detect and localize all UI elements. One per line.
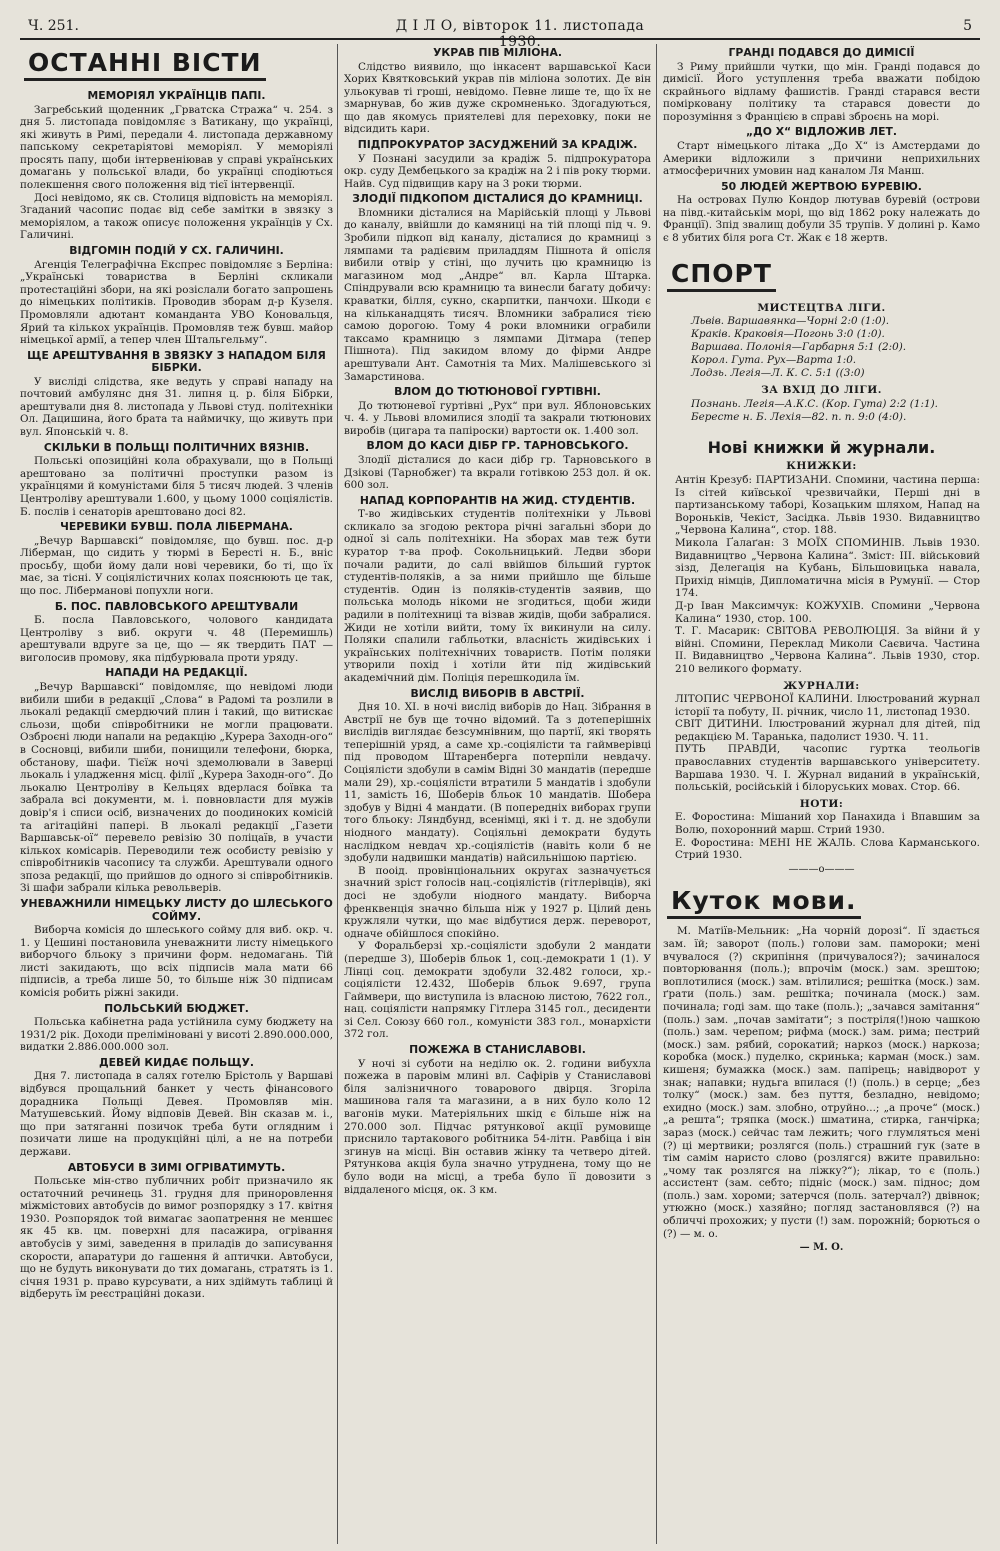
match-result: Корол. Гута. Рух—Варта 1:0. — [691, 354, 857, 367]
match-result: Берeсте н. Б. Лехія—82. п. п. 9:0 (4:0). — [691, 410, 907, 423]
article-paragraph: Польська кабінетна рада устійнила суму бюджету на 1931/2 рік. Доходи преліміновані у висоті 2.890.000.000, видатки 2.886.000.000 зол. — [20, 1016, 333, 1054]
article — [20, 601, 333, 665]
journals-list — [663, 693, 980, 794]
article — [344, 688, 651, 1042]
article-paragraph: У Познані засудили за крадіж 5. підпрокуратора окр. суду Дембецького за крадіж на 2 і пів року тюрми. Найв. Суд підвищив кару на 3 роки тюрми. — [344, 152, 651, 190]
article — [20, 1057, 333, 1159]
article — [20, 521, 333, 597]
article-title: ЧЕРЕВИКИ БУВШ. ПОЛА ЛІБЕРМАНА. — [60, 520, 293, 534]
book-entry: Микола Ґалаґан: З МОЇХ СПОМИНІВ. Львів 1930. Видавництво „Червона Калина“. Зміст: III. військовий зізд, Делегація на Кубань, Більшовицька навала, Прихід німців, Дипломатична місія в Румунії. — Стор 174. — [675, 536, 980, 600]
sport-league-results — [663, 315, 980, 380]
masthead: Д І Л О, вівторок 11. листопада 1930. — [395, 18, 645, 50]
article — [344, 495, 651, 685]
article-paragraph: У ночі зі суботи на неділю ок. 2. години вибухла пожежа в паровім млині вл. Сафірів у Станиславові біля залізничного товарового двірця. Згоріла машинова галя та магазини, а в них було коло 12 вагонів муки. Матеріяльних шкід є більше ніж на 270.000 зол. Підчас рятункової акції румовище приснило тартакового робітника 54-літн. Равбіца і він згинув на місці. Він оставив жінку та четверо дітей. Рятункова акція була значно утруднена, тому що не було води на місці, а треба було її довозити з віддаленого місця, ок. 3 км. — [344, 1057, 651, 1196]
journals-heading: ЖУРНАЛИ: — [783, 679, 860, 692]
article — [20, 350, 333, 439]
article — [663, 47, 980, 123]
sport-entry-results — [663, 398, 980, 424]
article — [344, 386, 651, 437]
article — [344, 47, 651, 136]
article-title: МЕМОРІЯЛ УКРАЇНЦІВ ПАПІ. — [87, 89, 266, 102]
article-paragraph: На островах Пулю Кондор лютував буревій (острови на півд.-китайськім морі, що від 1862 року належать до Франції). Зпід звалищ добули 35 трупів. У долині р. Камо є 8 убитих біля рога Ст. Жак є 18 жертв. — [663, 194, 980, 245]
article-paragraph: Дня 7. листопада в салях готелю Брістоль у Варшаві відбувся прощальний банкет у честь фінансового дорадника Польщі Девея. Промовляв мін. Матушевський. Йому відповів Девей. Він сказав м. і., що при затяганні позичок треба бути оглядним і позичати лише на продукційні цілі, а не на потреби держави. — [20, 1070, 333, 1158]
article-paragraph: Польське мін-ство публичних робіт призначило як остаточний речинець 31. грудня для приноровлення міжмістових автобусів до вимог розпорядку з 17. квітня 1930. Розпорядок той вимагає заопатрення не меншеє як 45 кв. цм. поверхні для пасажира, огрівання автобусів у зимі, заведення в приладів до записування скорости, апаратури до гашення й аптички. Автобуси, що не будуть виконувати до тих домагань, стратять із 1. січня 1931 р. право курсувати, а них здіймуть таблиці й відберуть їм реєстраційні докази. — [20, 1175, 333, 1301]
journal-entry: ПУТЬ ПРАВДИ, часопис гуртка теольогів православних студентів варшавського університету. Варшава 1930. Ч. I. Журнал виданий в українській, польській, російській і білоруських мовах. Стор. 66. — [675, 743, 980, 794]
notes-list — [663, 811, 980, 861]
sport-subheading: ЗА ВХІД ДО ЛІГИ. — [761, 384, 882, 397]
books-list — [663, 474, 980, 676]
issue-number: Ч. 251. — [28, 18, 79, 34]
article-paragraph: До тютюневої гуртівні „Рух“ при вул. Яблоновських ч. 4. у Львові вломилися злодії та закрали тютюнових виробів (цигара та папіроски) вартости ок. 1.400 зол. — [344, 399, 651, 437]
col2-articles — [344, 47, 651, 1196]
book-entry: Т. Г. Масарик: СВІТОВА РЕВОЛЮЦІЯ. За війни й у війні. Спомини, Переклад Миколи Саєвича. Частина II. Видавництво „Червона Калина“. Львів 1930, стор. 210 великого формату. — [675, 625, 980, 675]
article-title: ГРАНДІ ПОДАВСЯ ДО ДИМІСІЇ — [728, 46, 915, 59]
article — [663, 181, 980, 245]
article-paragraph: Злодії дісталися до каси дібр гр. Тарновського в Дзікові (Тарнобжег) та вкрали готівкою 253 дол. й ок. 600 зол. — [344, 453, 651, 492]
article-paragraph: Слідство виявило, що інкасент варшавської Каси Хорих Квятковський украв пів міліона золотих. Де він ульокував ті гроші, невідомо. Певне лише те, що їх не змарнував, бо жив дуже скромненько. Здогадуються, що дав якомусь приятелеві для переховку, поки не відсидить кари. — [344, 60, 651, 136]
journal-entry: СВІТ ДИТИНИ. Ілюстрований журнал для дітей, під редакцією М. Таранька, падолист 1930. Ч. 11. — [675, 718, 980, 743]
page-number: 5 — [963, 18, 972, 34]
column-3 — [663, 44, 980, 1544]
article-paragraph: Вломники дісталися на Марійській площі у Львові до каналу, ввійшли до камяниці на тій площі під ч. 9. Зробили підкоп від каналу, дісталися до крамниці з лямпами та радієвим приладдям Пішнота й опісля вибили отвір у стіні, що лучить цю крамницю із магазином мод „Андре“ вл. Карла Штарка. Спіндрували всю крамницю та винесли багату добичу: краватки, білля, сукно, скарпитки, панчохи. Шкоди є на кільканадцять тисяч. Вломники забралися тією самою дорогою. Тому 4 роки вломники ограбили таксамо крамницю з лямпами Дітмара (тепер Пішнота). Під закидом вломy до фірми Андре арештували Ант. Самотнія та Мих. Малішевського зі Замарстинова. — [344, 206, 651, 383]
article-paragraph: Польські опозиційні кола обрахували, що в Польщі арештовано за політичні проступки разом із українцями й комуністами біля 5 тисяч людей. З членів Центроліву арештували 1.600, у цьому 1000 соціялістів. Б. послів і сенаторів арештовано досі 82. — [20, 455, 333, 518]
article-paragraph: Старт німецького літака „До Х“ із Амстердами до Америки відложили з причини неприхильних атмосферичних умовин над каналом Ля Манш. — [663, 139, 980, 178]
article — [344, 139, 651, 190]
article-paragraph: Досі невідомо, як св. Столиця відповість на меморіял. Згаданий часопис подає від себе замітки в звязку з меморіялом, а також описує положення українців у Сх. Галичині. — [20, 191, 333, 242]
match-result: Варшава. Полонія—Гарбарня 5:1 (2:0). — [691, 341, 907, 354]
article-title: ЩЕ АРЕШТУВАННЯ В ЗВЯЗКУ З НАПАДОМ БІЛЯ БІБРКИ. — [27, 348, 326, 375]
match-result: Львів. Варшавянка—Чорні 2:0 (1:0). — [691, 315, 890, 328]
article-title: 50 ЛЮДЕЙ ЖЕРТВОЮ БУРЕВІЮ. — [721, 179, 922, 193]
article — [20, 90, 333, 242]
column-1 — [20, 44, 333, 1544]
article-paragraph: В пооід. провінціональних округах зазначується значний зріст голосів нац.-соціялістів (гітлерівців), які досі не здобули ніодного мандату. Виборча френквенція значно більша ніж у 1927 р. Цілий день кружляли чутки, що має відбутися держ. переворот, одначе обійшлося спокійно. — [344, 864, 651, 940]
rubric-sport: СПОРТ — [667, 259, 776, 292]
article-title: „ДО Х“ ВІДЛОЖИВ ЛЕТ. — [746, 125, 897, 139]
article-title: ДЕВЕЙ КИДАЄ ПОЛЬЩУ. — [98, 1055, 255, 1069]
language-corner-signature: — М. О. — [799, 1242, 844, 1254]
match-result: Краків. Краковія—Погонь 3:0 (1:0). — [691, 328, 885, 341]
article-title: ПОЖЕЖА В СТАНИСЛАВОВІ. — [409, 1043, 586, 1057]
sport-subheading: МИСТЕЦТВА ЛІГИ. — [757, 301, 886, 314]
notes-entry: Е. Фороcтина: МЕНІ НЕ ЖАЛЬ. Слова Карманського. Стрий 1930. — [675, 836, 980, 862]
section-end-mark: ———o——— — [788, 863, 855, 875]
notes-entry: Е. Фороcтина: Мішаний хор Панахида і Впавшим за Волю, похоронний марш. Стрий 1930. — [675, 811, 980, 837]
notes-heading: НОТИ: — [799, 797, 844, 810]
column-divider — [337, 44, 338, 1544]
col1-articles — [20, 90, 333, 1301]
article — [20, 1162, 333, 1301]
article — [663, 126, 980, 177]
article-paragraph: Агенція Телеграфічна Експрес повідомляє з Берліна: „Українські товариства в Берліні скликали протестаційні збори, на які розіслали богато запрошень до німецьких політиків. Проводив зборам д-р Кузеля. Промовляли адютант команданта УВО Коновальця, Ярий та кількох українців. Промовляв теж бувш. майор німецької армії, а тепер член Штальгельму“. — [20, 258, 333, 347]
article-paragraph: Б. посла Павловського, чолового кандидата Центроліву з виб. округи ч. 48 (Перемишль) арештували вдруге за це, що — як твердить ПАТ — виголосив промову, яка підбурювала проти уряду. — [20, 614, 333, 664]
article-title: ЗЛОДІЇ ПІДКОПОМ ДІСТАЛИСЯ ДО КРАМНИЦІ. — [352, 192, 643, 206]
article-title: ВІДГОМІН ПОДІЙ У СХ. ГАЛИЧИНІ. — [69, 244, 284, 258]
article — [20, 442, 333, 518]
book-entry: Антін Крезуб: ПАРТИЗАНИ. Спомини, частина перша: Із сітей київської чрезвичайки, Перші дні в партизанському таборі, Козацьким шляхом, Напад на Вороньків, Чекіст, Засідка. Львів 1930. Видавництво „Червона Калина“, стор. 188. — [675, 474, 980, 537]
article — [344, 193, 651, 383]
article-title: УКРАВ ПІВ МІЛІОНА. — [433, 46, 562, 59]
article-paragraph: „Вечур Варшавскі“ повідомляє, що невідомі люди вибили шиби в редакції „Слова“ в Радомі та розлили в льокалі редакції смердючий плин і такий, що витискає сльози, щоби співробітники не могли працювати. Озброєні люди напали на редакцію „Курера Заходн-ого“ в Сосновці, вибили шиби, понищили телефони, бюрка, обстанову, шафи. Тієїж ночі здемолювали в Заверці льокаль і уладження місц. філії „Курера Заходн-ого“. До льокалю Центроліву в Кельцях вдерлася боївка та забрала всі документи, м. і. повновласти для мужів довір'я і списи осіб, визначених до поодиноких комісій та агітаційні папері. В льокалі редакції „Газети Варшавськ-ої“ перевело ревізію 30 поліцаїв, в участи кількох комісарів. Переводили теж особисту ревізію у співробітників часопису та служби. Арештували одного зпоза редакції, що прийшов до одного зі співробітників. Зі шафи забрали кілька револьверів. — [20, 680, 333, 895]
article-title: НАПАДИ НА РЕДАКЦІЇ. — [105, 666, 248, 680]
rubric-latest-news: ОСТАННІ ВІСТИ — [24, 48, 266, 81]
language-corner-text: М. Матіїв-Мельник: „На чорній дорозі“. Ії здається зам. їй; заворот (поль.) голови зам. памороки; мені вчувалося (?) скрипіння (причувалося?); зачиналося повторювання (поль.); впрочім (моск.) зам. зрештою; воплотилися (моск.) зам. втілилися; решітка (моск.) зам. ґрати (поль.) зам. решітка; починала (моск.) зам. починала; годі зам. що таке (поль.); „зачався замітання“ (поль.) зам. „почав замітати“; з постріля(!)ною чашкою (поль.) зам. черепом; рифма (моск.) зам. рима; пестрий (моск.) зам. рябий, сорокатий; наркоз (моск.) наркоза; коробка (моск.) пуделко, скринька; карман (моск.) зам. кишеня; бумажка (моск.) зам. папірець; навідворот у знак; напавки; нудьга впилася (!) (поль.) в серце; „без толку“ (моск.) зам. без пуття, безладно, невідомо; ехидно (моск.) зам. злобно, отруйно...; „а проче“ (моск.) „а решта“; тряпка (моск.) шматина, стирка, ганчірка; зараз (моск.) сейчас там лежить; чого глумляться мені (?) ці мертвики; розлягся (поль.) страшний гук (зате в тім самім наристо слово (розлягся) вжите правильно: „чому так розлягся на ліжку?“); лікар, то є (поль.) ассистент (зам. себто; підніс (моск.) зам. піднос; дом (поль.) зам. хороми; затерчся (поль. затерчал?) двівнок; утюжно (моск.) хазяйно; погляд застановлявся (?) на обличчі прохожих; у пусти (!) зам. порожній; борються о (?) — м. о. — [663, 925, 980, 1240]
article-paragraph: Дня 10. XI. в ночі вислід виборів до Нац. Зібрання в Австрії не був ще точно відомий. Та з дотеперішніх вислідів виглядає безсумнівним, що партії, які творять теперішній уряд, а саме хр.-соціялісти та гаймверівці під проводом Штаренберга потерпіли невдачу. Соціялісти здобули в самім Відні 30 мандатів (передше мали 29), хр.-соціялісти втратили 5 мандатів і здобули 11, замість 16, Шоберів бльок 10 мандатів. Шобера здобув у Відні 4 мандати. (В попередніх виборах групи того бльоку: Ляндбунд, всенімці, які і т. д. не здобули ніодного мандату). Соціяльні демократи будуть наслідком невдач хр.-соціялістів (навіть коли б не здобули надвишки мандатів) найсильнішою партією. — [344, 701, 651, 865]
article-title: ВИСЛІД ВИБОРІВ В АВСТРІЇ. — [410, 686, 585, 700]
article-paragraph: З Риму прийшли чутки, що мін. Гранді подався до димісії. Його уступлення треба вважати побідою скрайнього відламу фашистів. Гранді старався вести помірковану політику та старався довести до порозуміння з Францією в справі зброєнь на морі. — [663, 60, 980, 123]
article-paragraph: Виборча комісія до шлеського сойму для виб. окр. ч. 1. у Цешині постановила уневажнити листу німецького виборчого бльоку з причини форм. недомагань. Тій листі закидають, що всіх підписів мала мати 66 підписів, а треба лише 50, то більше ніж 30 підписам комісія робить ріжні закиди. — [20, 924, 333, 1000]
article — [20, 898, 333, 1000]
article — [20, 667, 333, 895]
article — [20, 1003, 333, 1054]
article-paragraph: Т-во жидівських студентів політехніки у Львові скликало за згодою ректора річні загальні збори до одної зі саль політехніки. На зборах мав теж бути куратор т-ва проф. Сокольницький. Ледви збори почали радити, до салі ввійшов більший гурток студентів-поляків, а за ними прийшло ще більше студентів. Один із поляків-студентів заявив, що польська молодь нікоми не згодиться, щоби жиди радили в політехниці та візвав жидів, щоби забралися. Жиди не хотіли вийти, тому їх викинули на силу. Поляки спалили габльотки, власність жидівських і українських політехнічних товариств. Потім поляки утворили похід і хотіли йти під жидівський академічний дім. Поліція перешкодила їм. — [344, 508, 651, 684]
books-heading: КНИЖКИ: — [786, 460, 857, 473]
article-title: СКІЛЬКИ В ПОЛЬЩІ ПОЛІТИЧНИХ ВЯЗНІВ. — [43, 440, 310, 454]
col3-articles — [663, 47, 980, 245]
article — [344, 1044, 651, 1196]
books-section-title: Нові книжки й журнали. — [707, 437, 936, 457]
article-title: ВЛОМ ДО КАСИ ДІБР ГР. ТАРНОВСЬКОГО. — [366, 439, 629, 453]
article-title: АВТОБУСИ В ЗИМІ ОГРІВАТИМУТЬ. — [67, 1160, 286, 1174]
article — [344, 440, 651, 491]
article-paragraph: У Форальберзі хр.-соціялісти здобули 2 мандати (передше 3), Шоберів бльок 1, соц.-демократи 1 (1). У Лінці соц. демократи здобули 32.482 голоси, хр.-соціялісти 12.432, Шоберів бльок 9.697, група Гаймвери, що виступила із власною листою, 7622 гол., нац. соціялісти напрямку Гітлера 3145 гол., десиденти зі Сел. Союзу 660 гол., комуністи 383 гол., монархісти 372 гол. — [344, 940, 651, 1041]
article-paragraph: „Вечур Варшавскі“ повідомляє, що бувш. пос. д-р Ліберман, що сидить у тюрмі в Бересті н. Б., вніс просьбу, щоби йому дали нові черевики, бо ті, що їх має, за тісні. У соціялістичних колах пояснюють це так, що пос. Ліберманові попухли ноги. — [20, 534, 333, 597]
article-paragraph: Загребський щоденник „Грватска Стража“ ч. 254. з дня 5. листопада повідомляє з Ватикану, що українці, які живуть в Римі, передали 4. листопада державному папському секретаріятові меморіял. У меморіялі просять папу, щоби інтервеніював у справі українських домагань у польської влади, бо українці сподіються полекшення свого положення від тієї інтервенції. — [20, 103, 333, 192]
article-title: НАПАД КОРПОРАНТІВ НА ЖИД. СТУДЕНТІВ. — [359, 493, 636, 507]
article-paragraph: У висліді слідства, яке ведуть у справі нападу на почтовий амбулянс дня 31. липня ц. р. біля Бібрки, арештували дня 8. листопада у Львові студ. політехніки Ол. Дацишина, його брата та наймичку, що живуть при вул. Японській ч. 8. — [20, 375, 333, 439]
article-title: УНЕВАЖНИЛИ НІМЕЦЬКУ ЛИСТУ ДО ШЛЕСЬКОГО СОЙМУ. — [20, 897, 333, 923]
article-title: ВЛОМ ДО ТЮТЮНОВОЇ ГУРТІВНІ. — [394, 385, 601, 399]
column-divider — [656, 44, 657, 1544]
article-title: Б. ПОС. ПАВЛОВСЬКОГО АРЕШТУВАЛИ — [54, 599, 299, 613]
match-result: Лодзь. Легія—Л. К. С. 5:1 ((3:0) — [691, 367, 865, 380]
article — [20, 245, 333, 347]
journal-entry: ЛІТОПИС ЧЕРВОНОЇ КАЛИНИ. Ілюстрований журнал історії та побуту, II. річник, число 11, листопад 1930. — [675, 693, 980, 718]
article-title: ПІДПРОКУРАТОР ЗАСУДЖЕНИЙ ЗА КРАДІЖ. — [357, 138, 638, 152]
rubric-language-corner: Куток мови. — [667, 886, 861, 919]
article-title: ПОЛЬСЬКИЙ БЮДЖЕТ. — [104, 1001, 249, 1015]
book-entry: Д-р Іван Максимчук: КОЖУХІВ. Спомини „Червона Калина“ 1930, стор. 100. — [675, 599, 980, 625]
page-header — [20, 12, 980, 50]
match-result: Познань. Легія—А.К.С. (Кор. Гута) 2:2 (1:1). — [691, 397, 938, 410]
column-2 — [344, 44, 651, 1544]
